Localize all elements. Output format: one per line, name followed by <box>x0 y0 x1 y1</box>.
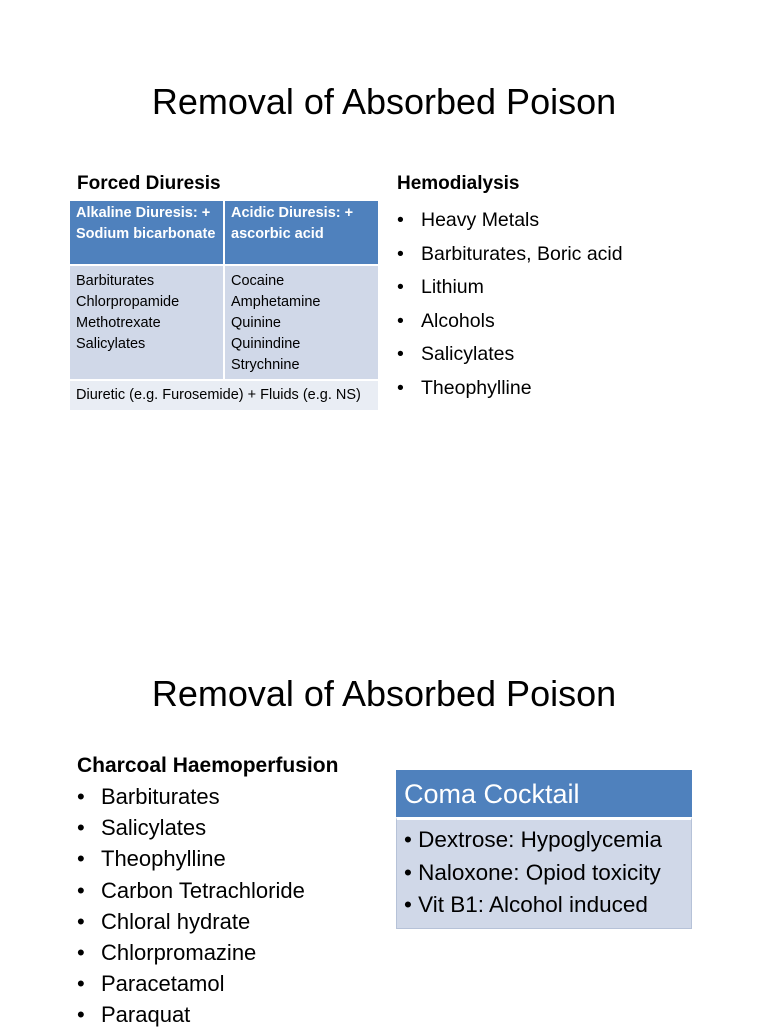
list-item: Salicylates <box>76 336 146 352</box>
table-footer-row <box>70 380 378 410</box>
forced-diuresis-heading: Forced Diuresis <box>77 173 221 194</box>
acidic-diuresis-header: Acidic Diuresis: + ascorbic acid <box>224 201 378 265</box>
hemodialysis-list <box>395 204 623 406</box>
charcoal-haemoperfusion-list <box>75 781 305 1031</box>
list-item: • Chlorpromazine <box>75 937 305 968</box>
list-item: • Theophylline <box>75 843 305 874</box>
diuretic-note-cell: Diuretic (e.g. Furosemide) + Fluids (e.g. NS) <box>70 380 378 410</box>
hemodialysis-heading: Hemodialysis <box>397 173 520 194</box>
charcoal-haemoperfusion-heading: Charcoal Haemoperfusion <box>77 754 339 777</box>
list-item: • Barbiturates <box>75 781 305 812</box>
list-item: • Paracetamol <box>75 968 305 999</box>
list-item: • Salicylates <box>395 338 623 372</box>
slide-1 <box>0 0 768 512</box>
slide-2 <box>0 578 768 1028</box>
forced-diuresis-table <box>70 201 378 410</box>
list-item: • Carbon Tetrachloride <box>75 875 305 906</box>
list-item: Cocaine <box>231 273 285 289</box>
coma-cocktail-body <box>396 817 692 929</box>
slide-title: Removal of Absorbed Poison <box>151 81 617 122</box>
coma-cocktail-line: • Naloxone: Opiod toxicity <box>404 859 661 885</box>
acidic-drugs-cell <box>224 265 378 380</box>
slide-title: Removal of Absorbed Poison <box>151 673 617 714</box>
coma-cocktail-box <box>396 770 692 929</box>
list-item: Strychnine <box>231 357 300 373</box>
alkaline-diuresis-header: Alkaline Diuresis: + Sodium bicarbonate <box>70 201 224 265</box>
coma-cocktail-line: • Vit B1: Alcohol induced <box>404 892 648 918</box>
list-item: • Theophylline <box>395 372 623 406</box>
list-item: Quinine <box>231 315 281 331</box>
coma-cocktail-heading: Coma Cocktail <box>396 770 692 817</box>
list-item: Quinindine <box>231 336 301 352</box>
list-item: Methotrexate <box>76 315 161 331</box>
list-item: • Barbiturates, Boric acid <box>395 238 623 272</box>
alkaline-drugs-cell <box>70 265 224 380</box>
list-item: • Paraquat <box>75 999 305 1030</box>
list-item: • Alcohols <box>395 305 623 339</box>
list-item: • Lithium <box>395 271 623 305</box>
list-item: Barbiturates <box>76 273 155 289</box>
list-item: • Heavy Metals <box>395 204 623 238</box>
list-item: Amphetamine <box>231 294 321 310</box>
coma-cocktail-line: • Dextrose: Hypoglycemia <box>404 827 662 852</box>
table-header-row <box>70 201 378 265</box>
list-item: • Chloral hydrate <box>75 906 305 937</box>
list-item: • Salicylates <box>75 812 305 843</box>
list-item: Chlorpropamide <box>76 294 180 310</box>
table-row <box>70 265 378 380</box>
